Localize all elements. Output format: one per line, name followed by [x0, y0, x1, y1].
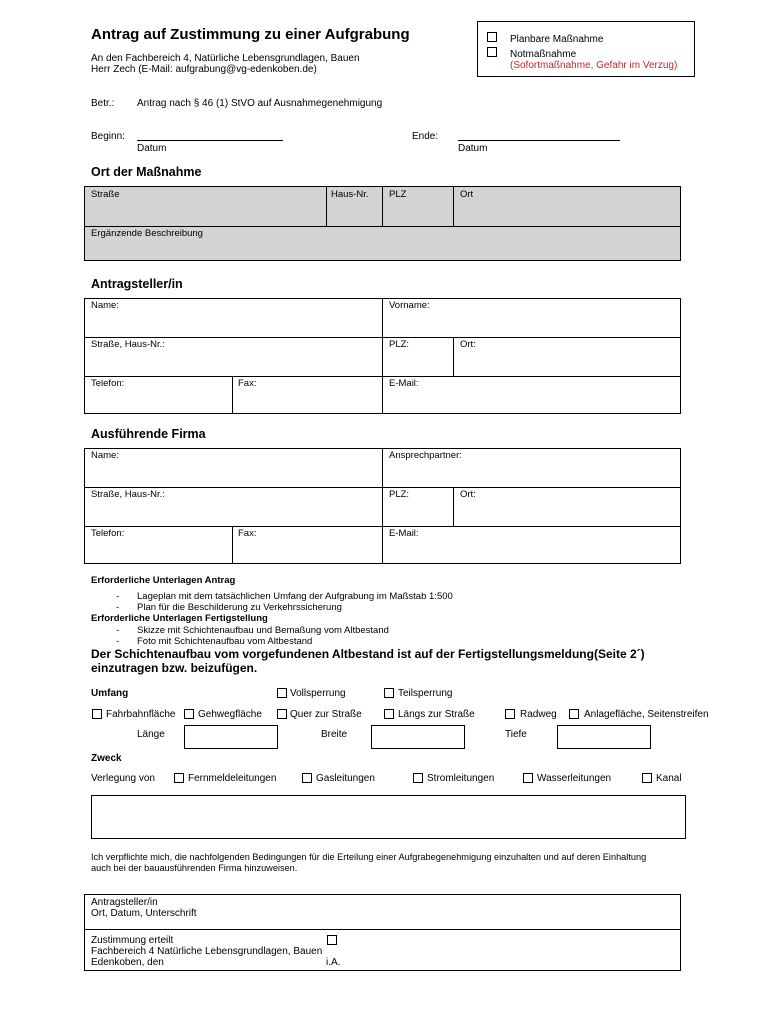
recipient-line-1: An den Fachbereich 4, Natürliche Lebensgrundlagen, Bauen	[91, 53, 360, 64]
company-col-divider-1	[382, 448, 383, 564]
emergency-measure-note: (Sofortmaßnahme, Gefahr im Verzug)	[510, 60, 678, 71]
obligation-line-2: auch bei der bauausführenden Firma hinzuweisen.	[91, 863, 298, 873]
ia-label: i.A.	[326, 957, 341, 968]
full-closure-checkbox[interactable]	[277, 688, 287, 698]
company-zip-field[interactable]: PLZ:	[389, 489, 410, 500]
begin-label: Beginn:	[91, 131, 125, 142]
location-row-divider	[84, 226, 681, 227]
applicant-col-divider-2	[453, 337, 454, 376]
length-input[interactable]	[184, 725, 278, 749]
subject-label: Betr.:	[91, 98, 115, 109]
depth-input[interactable]	[557, 725, 651, 749]
obligation-line-1: Ich verpflichte mich, die nachfolgenden Bedingungen für die Erteilung einer Aufgrabegenehmigung einzuhalten und auf deren Einhaltung	[91, 852, 647, 862]
documents-completion-heading: Erforderliche Unterlagen Fertigstellung	[91, 613, 268, 624]
emergency-measure-checkbox[interactable]	[487, 47, 497, 57]
doc-item-3: Skizze mit Schichtenaufbau und Bemaßung vom Altbestand	[137, 625, 389, 636]
begin-date-caption: Datum	[137, 143, 167, 154]
department-label: Fachbereich 4 Natürliche Lebensgrundlagen, Bauen	[91, 946, 323, 957]
scope-heading: Umfang	[91, 688, 129, 699]
place-date-signature-label: Ort, Datum, Unterschrift	[91, 908, 197, 919]
doc-item-4: Foto mit Schichtenaufbau vom Altbestand	[137, 636, 313, 647]
planned-measure-label: Planbare Maßnahme	[510, 34, 604, 45]
location-house-no-field[interactable]: Haus-Nr.	[331, 189, 369, 200]
applicant-first-name-field[interactable]: Vorname:	[389, 300, 430, 311]
approval-label: Zustimmung erteilt	[91, 935, 174, 946]
doc-item-1-dash: -	[116, 591, 120, 602]
notice-line-2: einzutragen bzw. beizufügen.	[91, 661, 258, 675]
applicant-heading: Antragsteller/in	[91, 277, 183, 291]
applicant-street-field[interactable]: Straße, Haus-Nr.:	[91, 339, 165, 350]
bikeway-checkbox[interactable]	[505, 709, 515, 719]
water-label: Wasserleitungen	[537, 773, 612, 784]
gas-label: Gasleitungen	[316, 773, 375, 784]
doc-item-2: Plan für die Beschilderung zu Verkehrssicherung	[137, 602, 342, 613]
water-checkbox[interactable]	[523, 773, 533, 783]
sewer-label: Kanal	[656, 773, 682, 784]
width-label: Breite	[321, 729, 348, 740]
company-contact-field[interactable]: Ansprechpartner:	[389, 450, 462, 461]
power-checkbox[interactable]	[413, 773, 423, 783]
end-date-caption: Datum	[458, 143, 488, 154]
end-label: Ende:	[412, 131, 439, 142]
applicant-phone-field[interactable]: Telefon:	[91, 378, 125, 389]
company-col-divider-2	[453, 487, 454, 526]
doc-item-1: Lageplan mit dem tatsächlichen Umfang der Aufgrabung im Maßstab 1:500	[137, 591, 453, 602]
across-street-checkbox[interactable]	[277, 709, 287, 719]
applicant-col-divider-1	[382, 298, 383, 414]
notice-line-1: Der Schichtenaufbau vom vorgefundenen Altbestand ist auf der Fertigstellungsmeldung(Seite 2´)	[91, 647, 645, 661]
across-street-label: Quer zur Straße	[290, 709, 362, 720]
laying-of-label: Verlegung von	[91, 773, 155, 784]
along-street-checkbox[interactable]	[384, 709, 394, 719]
purpose-description-input[interactable]	[91, 795, 686, 839]
company-heading: Ausführende Firma	[91, 427, 206, 441]
location-col-divider-1	[326, 186, 327, 226]
company-city-field[interactable]: Ort:	[460, 489, 476, 500]
location-city-field[interactable]: Ort	[460, 189, 474, 200]
sewer-checkbox[interactable]	[642, 773, 652, 783]
company-street-field[interactable]: Straße, Haus-Nr.:	[91, 489, 165, 500]
company-email-field[interactable]: E-Mail:	[389, 528, 419, 539]
telecom-label: Fernmeldeleitungen	[188, 773, 277, 784]
doc-item-3-dash: -	[116, 625, 120, 636]
documents-application-heading: Erforderliche Unterlagen Antrag	[91, 575, 236, 586]
applicant-col-divider-3	[232, 376, 233, 414]
company-fax-field[interactable]: Fax:	[238, 528, 257, 539]
telecom-checkbox[interactable]	[174, 773, 184, 783]
bikeway-label: Radweg	[520, 709, 557, 720]
length-label: Länge	[137, 729, 165, 740]
signature-row-divider	[84, 929, 681, 930]
partial-closure-checkbox[interactable]	[384, 688, 394, 698]
power-label: Stromleitungen	[427, 773, 495, 784]
location-description-field[interactable]: Ergänzende Beschreibung	[91, 228, 203, 239]
width-input[interactable]	[371, 725, 465, 749]
facility-label: Anlagefläche, Seitenstreifen	[584, 709, 709, 720]
roadway-label: Fahrbahnfläche	[106, 709, 176, 720]
applicant-email-field[interactable]: E-Mail:	[389, 378, 419, 389]
recipient-line-2: Herr Zech (E-Mail: aufgrabung@vg-edenkoben.de)	[91, 64, 317, 75]
applicant-name-field[interactable]: Name:	[91, 300, 119, 311]
doc-item-2-dash: -	[116, 602, 120, 613]
begin-date-line[interactable]	[137, 140, 283, 141]
applicant-fax-field[interactable]: Fax:	[238, 378, 257, 389]
purpose-heading: Zweck	[91, 753, 122, 764]
signature-table	[84, 894, 681, 971]
planned-measure-checkbox[interactable]	[487, 32, 497, 42]
approval-checkbox[interactable]	[327, 935, 337, 945]
company-name-field[interactable]: Name:	[91, 450, 119, 461]
along-street-label: Längs zur Straße	[398, 709, 475, 720]
place-label: Edenkoben, den	[91, 957, 164, 968]
page-title: Antrag auf Zustimmung zu einer Aufgrabung	[91, 26, 410, 43]
facility-checkbox[interactable]	[569, 709, 579, 719]
company-col-divider-3	[232, 526, 233, 564]
location-zip-field[interactable]: PLZ	[389, 189, 407, 200]
partial-closure-label: Teilsperrung	[398, 688, 453, 699]
location-col-divider-3	[453, 186, 454, 226]
doc-item-4-dash: -	[116, 636, 120, 647]
sidewalk-label: Gehwegfläche	[198, 709, 262, 720]
location-col-divider-2	[382, 186, 383, 226]
depth-label: Tiefe	[505, 729, 527, 740]
roadway-checkbox[interactable]	[92, 709, 102, 719]
full-closure-label: Vollsperrung	[290, 688, 346, 699]
end-date-line[interactable]	[458, 140, 620, 141]
location-heading: Ort der Maßnahme	[91, 165, 202, 179]
gas-checkbox[interactable]	[302, 773, 312, 783]
applicant-zip-field[interactable]: PLZ:	[389, 339, 410, 350]
applicant-signature-label: Antragsteller/in	[91, 897, 158, 908]
emergency-measure-label: Notmaßnahme	[510, 49, 577, 60]
location-street-field[interactable]: Straße	[91, 189, 120, 200]
sidewalk-checkbox[interactable]	[184, 709, 194, 719]
company-phone-field[interactable]: Telefon:	[91, 528, 125, 539]
subject-text: Antrag nach § 46 (1) StVO auf Ausnahmegenehmigung	[137, 98, 383, 109]
applicant-city-field[interactable]: Ort:	[460, 339, 476, 350]
